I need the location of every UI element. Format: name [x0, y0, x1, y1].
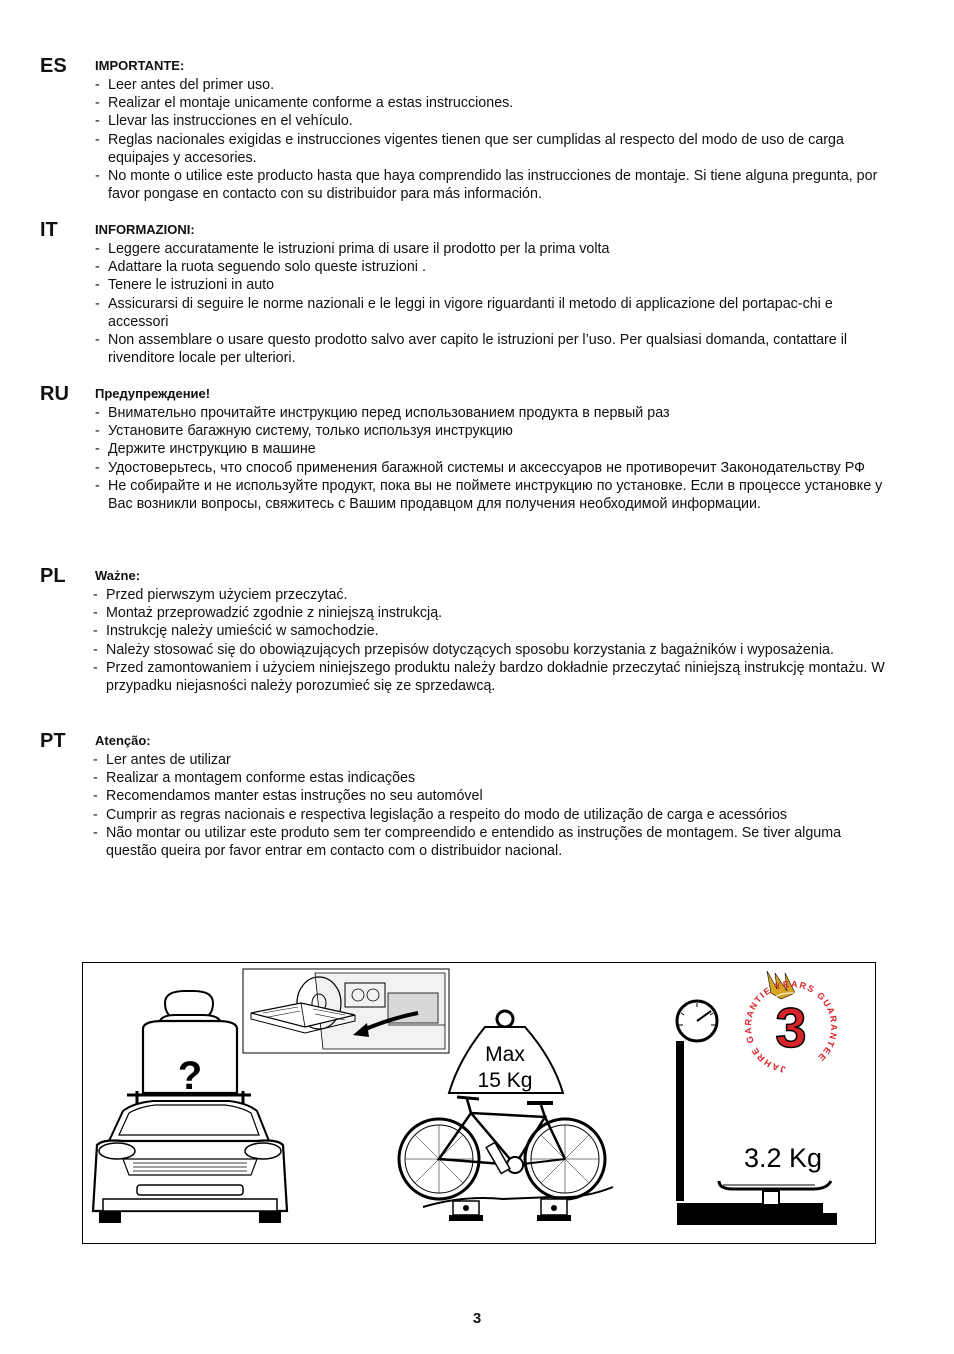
list-item: - Cumprir as regras nacionais e respectiva legislação a respeito do modo de utilização de carga e acessórios	[93, 806, 893, 824]
language-code: PT	[40, 730, 66, 752]
list-item: - Przed zamontowaniem i użyciem niniejszego produktu należy bardzo dokładnie przeczytać niniejszą instrukcję montażu. W przypadku niejasności należy porozumieć się ze sprzedawcą.	[93, 659, 893, 695]
list-item: - Realizar el montaje unicamente conforme a estas instrucciones.	[95, 94, 895, 112]
scale-illustration	[676, 1001, 837, 1225]
language-code: RU	[40, 383, 69, 405]
language-code: ES	[40, 55, 67, 77]
manual-in-car-illustration	[243, 969, 449, 1053]
section-title: Ważne:	[95, 568, 141, 583]
list-item: - Montaż przeprowadzić zgodnie z niniejszą instrukcją.	[93, 604, 893, 622]
section-title: INFORMAZIONI:	[95, 222, 195, 237]
list-item: - Assicurarsi di seguire le norme nazionali e le leggi in vigore riguardanti il metodo di applicazione del portapac-chi e accessori	[95, 295, 895, 331]
list-item: - Não montar ou utilizar este produto sem ter compreendido e entendido as instruções de montagem. Se tiver alguma questão queira por favor entrar em contacto com o distribuidor nacional.	[93, 824, 893, 860]
max-value: 15 Kg	[477, 1069, 533, 1092]
guarantee-badge	[743, 971, 839, 1075]
instruction-list	[93, 586, 893, 695]
max-label: Max	[485, 1043, 525, 1066]
list-item: - Установите багажную систему, только используя инструкцию	[95, 422, 895, 440]
list-item: - Przed pierwszym użyciem przeczytać.	[93, 586, 893, 604]
instruction-list	[95, 240, 895, 367]
list-item: - Llevar las instrucciones en el vehículo.	[95, 112, 895, 130]
instruction-list	[95, 404, 895, 513]
section-title: Atenção:	[95, 733, 151, 748]
list-item: - Non assemblare o usare questo prodotto salvo aver capito le istruzioni per l’uso. Per qualsiasi domanda, contattare il rivenditore locale per ulteriori.	[95, 331, 895, 367]
list-item: - Realizar a montagem conforme estas indicações	[93, 769, 893, 787]
illustration-panel	[82, 962, 876, 1244]
list-item: - Leggere accuratamente le istruzioni prima di usare il prodotto per la prima volta	[95, 240, 895, 258]
list-item: - Reglas nacionales exigidas e instrucciones vigentes tienen que ser cumplidas al respecto del modo de uso de carga equipajes y accesories.	[95, 131, 895, 167]
list-item: - Не собирайте и не используйте продукт, пока вы не поймете инструкцию по установке. Если в процессе установке у Вас возникли вопросы, свяжитесь с Вашим продавцом для получения необходимой информации.	[95, 477, 895, 513]
page-number: 3	[472, 1310, 482, 1327]
section-title: Предупреждение!	[95, 386, 211, 401]
list-item: - No monte o utilice este producto hasta que haya comprendido las instrucciones de montaje. Si tiene alguna pregunta, por favor pongase en contacto con su distribuidor para más información.	[95, 167, 895, 203]
section-title: IMPORTANTE:	[95, 58, 185, 73]
list-item: - Leer antes del primer uso.	[95, 76, 895, 94]
question-mark: ?	[177, 1054, 203, 1098]
instruction-list	[95, 76, 895, 203]
guarantee-number: 3	[775, 996, 807, 1059]
list-item: - Ler antes de utilizar	[93, 751, 893, 769]
language-code: IT	[40, 219, 58, 241]
list-item: - Держите инструкцию в машине	[95, 440, 895, 458]
list-item: - Удостоверьтесь, что способ применения багажной системы и аксессуаров не противоречит Законодательству РФ	[95, 459, 895, 477]
list-item: - Instrukcję należy umieścić w samochodzie.	[93, 622, 893, 640]
instruction-list	[93, 751, 893, 860]
list-item: - Tenere le istruzioni in auto	[95, 276, 895, 294]
guarantee-ring-text: JAHRE GARANTIE YEARS GUARANTEE	[742, 978, 840, 1075]
list-item: - Внимательно прочитайте инструкцию перед использованием продукта в первый раз	[95, 404, 895, 422]
list-item: - Adattare la ruota seguendo solo queste istruzioni .	[95, 258, 895, 276]
list-item: - Recomendamos manter estas instruções no seu automóvel	[93, 787, 893, 805]
weight-value: 3.2 Kg	[743, 1143, 823, 1173]
list-item: - Należy stosować się do obowiązujących przepisów dotyczących sposobu korzystania z bagażników i wyposażenia.	[93, 641, 893, 659]
language-code: PL	[40, 565, 66, 587]
